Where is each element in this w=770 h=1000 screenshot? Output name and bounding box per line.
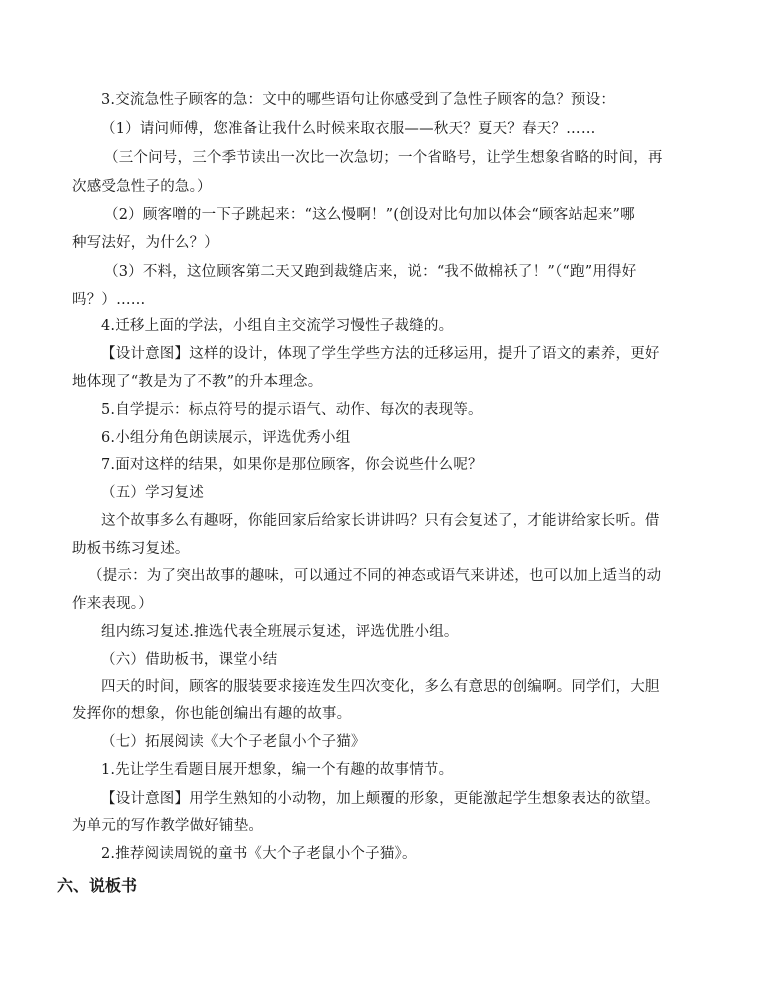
paragraph-line: 4.迁移上面的学法，小组自主交流学习慢性子裁缝的。	[101, 318, 454, 334]
paragraph-line: （三个问号，三个季节读出一次比一次急切；一个省略号，让学生想象省略的时间，再	[104, 150, 663, 166]
paragraph-line: 3.交流急性子顾客的急：文中的哪些语句让你感受到了急性子顾客的急？预设：	[101, 92, 616, 108]
subsection-heading: （五）学习复述	[101, 485, 204, 501]
paragraph-line: 5.自学提示：标点符号的提示语气、动作、每次的表现等。	[101, 402, 483, 418]
section-heading: 六、说板书	[57, 876, 138, 895]
design-intent-line: 【设计意图】用学生熟知的小动物，加上颠覆的形象，更能激起学生想象表达的欲望。	[101, 791, 660, 807]
paragraph-line: 7.面对这样的结果，如果你是那位顾客，你会说些什么呢？	[101, 457, 483, 473]
paragraph-line: 种写法好，为什么？）	[72, 235, 219, 251]
design-intent-line: 【设计意图】这样的设计，体现了学生学些方法的迁移运用，提升了语文的素养，更好	[101, 346, 660, 362]
paragraph-line: （2）顾客噌的一下子跳起来：“这么慢啊！”(创设对比句加以体会“顾客站起来”哪	[104, 207, 635, 223]
paragraph-line: 次感受急性子的急。）	[72, 179, 212, 195]
paragraph-line: 这个故事多么有趣呀，你能回家后给家长讲讲吗？只有会复述了，才能讲给家长听。借	[101, 513, 660, 529]
paragraph-line: 组内练习复述.推选代表全班展示复述，评选优胜小组。	[101, 624, 459, 640]
paragraph-line: 吗？）……	[72, 292, 146, 308]
paragraph-line: （1）请问师傅，您准备让我什么时候来取衣服——秋天？夏天？春天？……	[101, 121, 596, 137]
paragraph-line: 助板书练习复述。	[72, 541, 190, 557]
paragraph-line: 地体现了“教是为了不教”的升本理念。	[72, 374, 323, 390]
subsection-heading: （六）借助板书，课堂小结	[101, 652, 278, 668]
paragraph-line: （提示：为了突出故事的趣味，可以通过不同的神态或语气来讲述，也可以加上适当的动	[88, 568, 662, 584]
paragraph-line: 作来表现。）	[72, 596, 153, 612]
paragraph-line: 四天的时间，顾客的服装要求接连发生四次变化，多么有意思的创编啊。同学们，大胆	[101, 679, 660, 695]
paragraph-line: 为单元的写作教学做好铺垫。	[72, 818, 264, 834]
paragraph-line: 发挥你的想象，你也能创编出有趣的故事。	[72, 706, 352, 722]
paragraph-line: （3）不料，这位顾客第二天又跑到裁缝店来，说：“我不做棉袄了！”（“跑”用得好	[104, 264, 637, 280]
subsection-heading: （七）拓展阅读《大个子老鼠小个子猫》	[101, 734, 366, 750]
paragraph-line: 6.小组分角色朗读展示，评选优秀小组	[101, 430, 351, 446]
paragraph-line: 2.推荐阅读周锐的童书《大个子老鼠小个子猫》。	[101, 846, 417, 862]
paragraph-line: 1.先让学生看题目展开想象，编一个有趣的故事情节。	[101, 762, 454, 778]
